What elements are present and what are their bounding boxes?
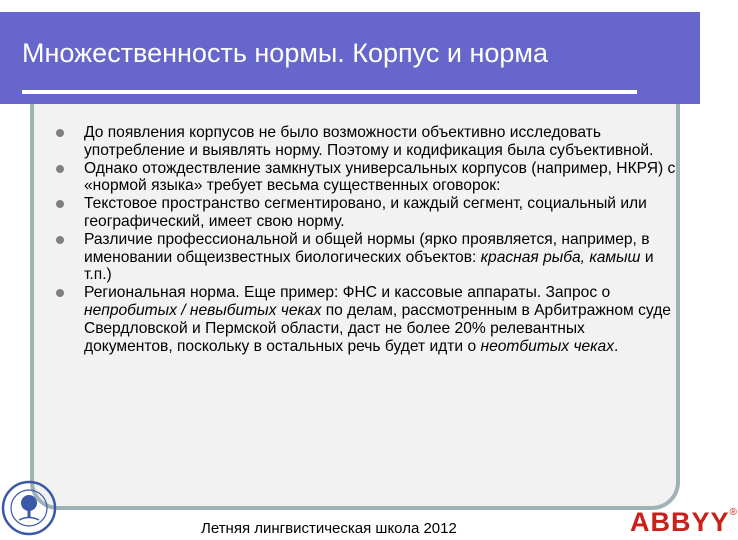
title-bar-top-edge (0, 8, 720, 12)
bullet-text (84, 284, 671, 354)
text-run: и т.п.) (84, 248, 654, 284)
bullet-item (56, 124, 676, 160)
italic-phrase: неотбитых чеках (480, 337, 615, 355)
bullet-item (56, 160, 676, 196)
text-run: Однако отождествление замкнутых универсальных корпусов (например, НКРЯ) с «нормой языка» требует весьма существенных оговорок: (84, 159, 676, 195)
italic-phrase: красная рыба, камыш (480, 248, 641, 266)
abbyy-logo (630, 507, 738, 538)
bullet-item (56, 284, 676, 355)
bullet-text (84, 195, 647, 230)
bullet-text (84, 124, 653, 159)
text-run: Различие профессиональной и общей нормы (ярко проявляется, например, в именовании общеизвестных биологических объектов: (84, 230, 650, 266)
bullet-item (56, 231, 676, 284)
bullet-icon (56, 129, 64, 137)
text-run: по делам, рассмотренным в Арбитражном суде Свердловской и Пермской области, даст не более 20% релевантных документов, поскольку в остальных речь будет идти о (84, 301, 671, 355)
logo-text: ABBYY (630, 507, 730, 537)
text-run: Региональная норма. Еще пример: ФНС и кассовые аппараты. Запрос о (84, 284, 611, 302)
bullet-text (84, 160, 675, 195)
bullet-text (84, 231, 654, 284)
bullet-item (56, 195, 676, 231)
bullet-icon (56, 236, 64, 244)
text-run: . (614, 337, 619, 355)
footer-text: Летняя лингвистическая школа 2012 (201, 520, 457, 537)
bullet-icon (56, 289, 64, 297)
slide-title: Множественность нормы. Корпус и норма (22, 38, 548, 68)
title-underline (22, 90, 637, 94)
registered-mark: ® (729, 507, 738, 518)
bullet-icon (56, 165, 64, 173)
text-run: Текстовое пространство сегментировано, и каждый сегмент, социальный или географический, имеет свою норму. (84, 195, 647, 230)
university-emblem-icon (1, 478, 57, 538)
bullet-icon (56, 200, 64, 208)
italic-phrase: непробитых / невыбитых чеках (84, 301, 322, 319)
bullet-list (56, 124, 676, 355)
text-run: До появления корпусов не было возможности объективно исследовать употребление и выявлять норму. Поэтому и кодификация была субъективной. (84, 124, 654, 159)
